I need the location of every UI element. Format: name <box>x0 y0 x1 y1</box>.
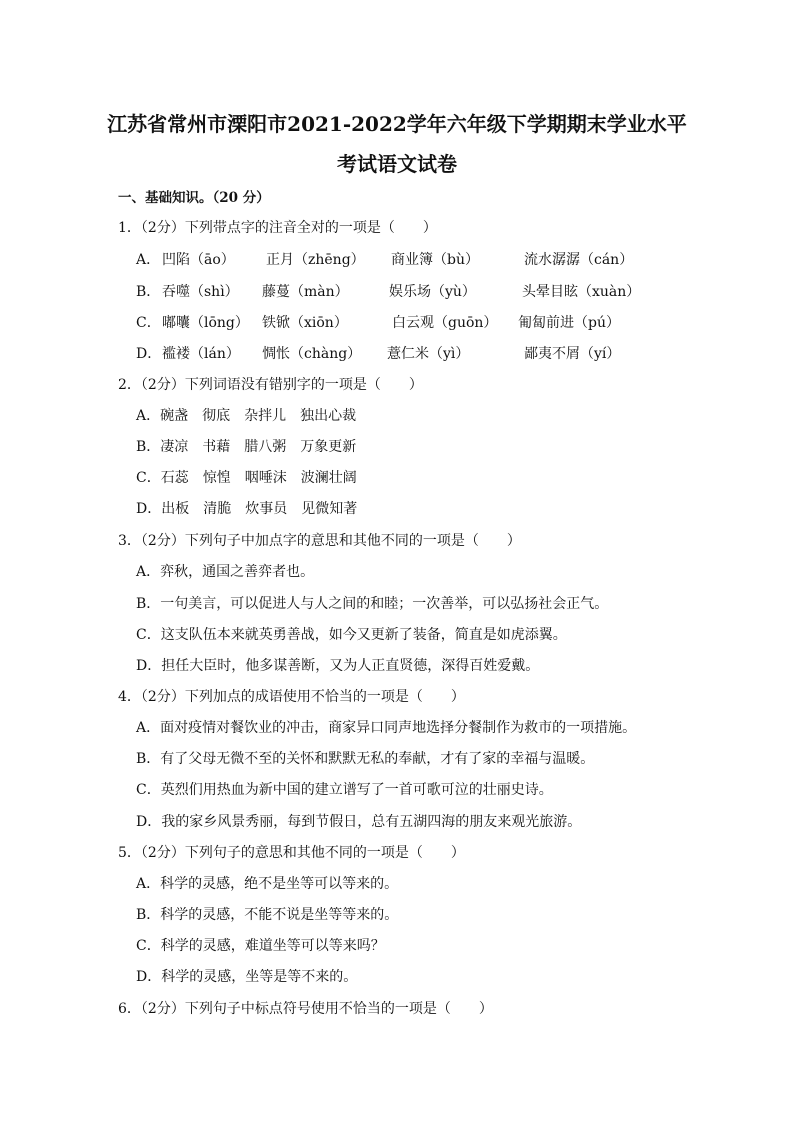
option-cell: 商业簿（bù） <box>391 252 479 268</box>
exam-title-line-2: 考试语文试卷 <box>337 152 457 176</box>
option-letter: B． <box>136 284 161 300</box>
option-word: 炊事员 <box>245 501 288 517</box>
option-letter: C． <box>136 315 161 331</box>
option-letter: D． <box>136 501 162 517</box>
question-2-option-d <box>136 498 357 518</box>
option-word: 彻底 <box>202 408 231 424</box>
question-5-stem: 5．（2分）下列句子的意思和其他不同的一项是（ ） <box>118 845 465 861</box>
option-cell: 鄙夷不屑（yí） <box>524 346 621 362</box>
question-5-option-a: A．科学的灵感，绝不是坐等可以等来的。 <box>136 876 399 892</box>
option-word: 惊惶 <box>202 470 231 486</box>
question-5-option-c: C．科学的灵感，难道坐等可以等来吗？ <box>136 938 385 954</box>
question-4-option-b: B．有了父母无微不至的关怀和默默无私的奉献，才有了家的幸福与温暖。 <box>136 751 595 767</box>
option-cell: 凹陷（āo） <box>162 252 235 268</box>
option-cell: 铁锨（xiōn） <box>262 315 348 331</box>
option-cell: 嘟囔（lōng） <box>162 315 249 331</box>
option-cell: 流水潺潺（cán） <box>524 252 634 268</box>
option-word: 咽唾沫 <box>244 470 287 486</box>
option-cell: 白云观（guōn） <box>392 315 498 331</box>
question-2-option-a <box>136 405 356 425</box>
option-word: 独出心裁 <box>300 408 357 424</box>
option-letter: C． <box>136 470 161 486</box>
exam-title-line-1: 江苏省常州市溧阳市2021-2022学年六年级下学期期末学业水平 <box>107 112 687 136</box>
option-cell: 吞噬（shì） <box>162 284 239 300</box>
question-3-option-a: A．弈秋，通国之善弈者也。 <box>136 564 315 580</box>
option-word: 出板 <box>161 501 190 517</box>
option-word: 石蕊 <box>160 470 189 486</box>
option-cell: 薏仁米（yì） <box>387 346 470 362</box>
option-word: 书藉 <box>202 439 231 455</box>
question-3-option-c: C．这支队伍本来就英勇善战，如今又更新了装备，简直是如虎添翼。 <box>136 627 567 643</box>
section-heading-basics: 一、基础知识。（20 分） <box>118 190 270 206</box>
question-3-stem: 3．（2分）下列句子中加点字的意思和其他不同的一项是（ ） <box>118 533 521 549</box>
question-1-stem: 1．（2分）下列带点字的注音全对的一项是（ ） <box>118 220 437 236</box>
question-4-stem: 4．（2分）下列加点的成语使用不恰当的一项是（ ） <box>118 689 465 705</box>
option-word: 杂拌儿 <box>244 408 287 424</box>
option-word: 腊八粥 <box>244 439 287 455</box>
option-cell: 惆怅（chàng） <box>262 346 362 362</box>
option-cell: 匍匐前进（pú） <box>518 315 620 331</box>
question-4-option-a: A．面对疫情对餐饮业的冲击，商家异口同声地选择分餐制作为救市的一项措施。 <box>136 720 637 736</box>
option-letter: A． <box>136 408 161 424</box>
option-cell: 褴褛（lán） <box>162 346 240 362</box>
question-2-stem: 2．（2分）下列词语没有错别字的一项是（ ） <box>118 377 423 393</box>
option-word: 凄凉 <box>160 439 189 455</box>
question-6-stem: 6．（2分）下列句子中标点符号使用不恰当的一项是（ ） <box>118 1001 493 1017</box>
question-3-option-b: B．一句美言，可以促进人与人之间的和睦；一次善举，可以弘扬社会正气。 <box>136 596 609 612</box>
option-word: 碗盏 <box>160 408 189 424</box>
question-2-option-b <box>136 436 356 456</box>
option-letter: A． <box>136 252 161 268</box>
question-3-option-d: D．担任大臣时，他多谋善断，又为人正直贤德，深得百姓爱戴。 <box>136 658 540 674</box>
option-word: 波澜壮阔 <box>300 470 357 486</box>
option-cell: 头晕目眩（xuàn） <box>522 284 641 300</box>
option-letter: B． <box>136 439 161 455</box>
question-2-option-c <box>136 467 357 487</box>
option-word: 见微知著 <box>301 501 358 517</box>
option-cell: 娱乐场（yù） <box>389 284 476 300</box>
question-5-option-b: B．科学的灵感，不能不说是坐等等来的。 <box>136 907 399 923</box>
option-cell: 藤蔓（màn） <box>262 284 349 300</box>
option-word: 清脆 <box>203 501 232 517</box>
question-5-option-d: D．科学的灵感，坐等是等不来的。 <box>136 969 358 985</box>
question-4-option-c: C．英烈们用热血为新中国的建立谱写了一首可歌可泣的壮丽史诗。 <box>136 782 553 798</box>
option-word: 万象更新 <box>300 439 357 455</box>
option-cell: 正月（zhēng） <box>266 252 365 268</box>
option-letter: D． <box>136 346 162 362</box>
question-4-option-d: D．我的家乡风景秀丽，每到节假日，总有五湖四海的朋友来观光旅游。 <box>136 814 582 830</box>
